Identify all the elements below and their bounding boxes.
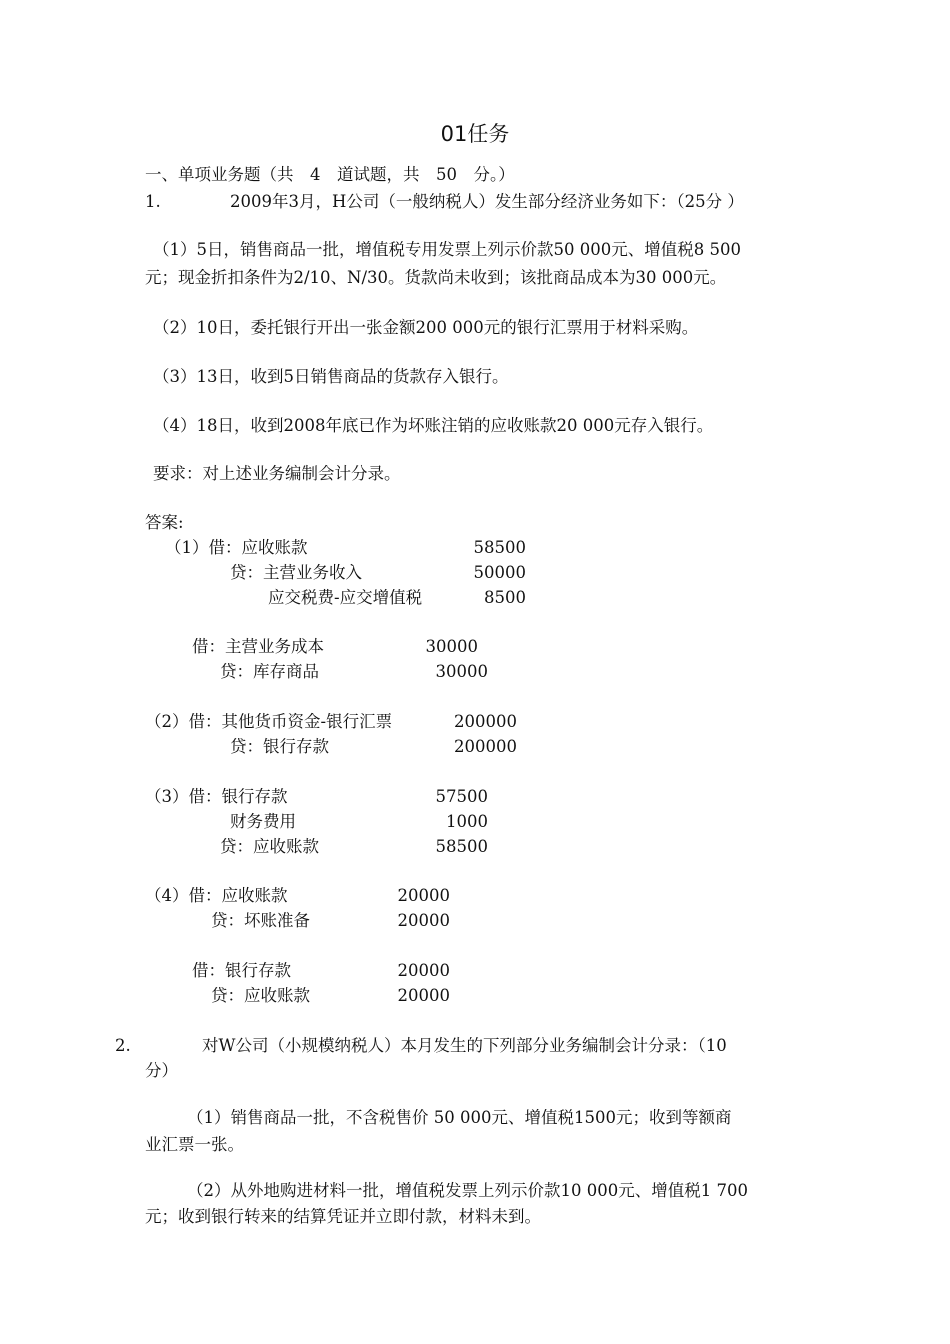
q2-item-2-line-1: （2）从外地购进材料一批，增值税发票上列示价款10 000元、增值税1 700 [187,1181,748,1200]
entry-1-debit-cost: 借：主营业务成本 [192,637,324,656]
page-title: 01任务 [440,122,510,146]
entry-1-credit-revenue: 贷：主营业务收入 [230,563,362,582]
entry-2-debit-bank-draft-amount: 200000 [454,712,517,731]
q1-item-1-line-2: 元；现金折扣条件为2/10、N/30。货款尚未收到；该批商品成本为30 000元。 [145,268,727,287]
q1-item-2: （2）10日，委托银行开出一张金额200 000元的银行汇票用于材料采购。 [153,318,699,337]
entry-3-debit-bank-deposit: （3）借：银行存款 [145,787,288,806]
entry-3-credit-receivable: 贷：应收账款 [220,837,319,856]
entry-1-credit-vat: 应交税费-应交增值税 [268,588,423,607]
entry-2-credit-bank-deposit: 贷：银行存款 [230,737,329,756]
question-2-stem-line-2: 分） [145,1061,178,1080]
entry-3-debit-finance-expense-amount: 1000 [446,812,488,831]
q1-item-3: （3）13日，收到5日销售商品的货款存入银行。 [153,367,509,386]
q1-item-4: （4）18日，收到2008年底已作为坏账注销的应收账款20 000元存入银行。 [153,416,714,435]
entry-4-debit-bank-deposit-amount: 20000 [397,961,450,980]
section-heading: 一、单项业务题（共 4 道试题，共 50 分。） [145,165,515,184]
q2-item-2-line-2: 元；收到银行转来的结算凭证并立即付款，材料未到。 [145,1207,541,1226]
entry-4-credit-bad-debt-allowance: 贷：坏账准备 [211,911,310,930]
question-1-number: 1. [145,192,161,211]
question-1-stem: 2009年3月，H公司（一般纳税人）发生部分经济业务如下：（25分 ） [230,192,744,211]
q1-requirement: 要求：对上述业务编制会计分录。 [153,464,401,483]
entry-1-debit-receivable: （1）借：应收账款 [165,538,308,557]
entry-3-debit-finance-expense: 财务费用 [230,812,296,831]
q2-item-1-line-1: （1）销售商品一批，不含税售价 50 000元、增值税1500元；收到等额商 [187,1108,732,1127]
entry-4-debit-receivable-amount: 20000 [397,886,450,905]
entry-4-credit-receivable-amount: 20000 [397,986,450,1005]
entry-4-credit-receivable: 贷：应收账款 [211,986,310,1005]
entry-2-credit-bank-deposit-amount: 200000 [454,737,517,756]
entry-1-debit-cost-amount: 30000 [425,637,478,656]
entry-1-credit-vat-amount: 8500 [484,588,526,607]
question-2-stem-line-1: 对W公司（小规模纳税人）本月发生的下列部分业务编制会计分录：（10 [202,1036,727,1055]
answer-label: 答案: [145,513,184,532]
entry-1-credit-revenue-amount: 50000 [473,563,526,582]
entry-4-debit-receivable: （4）借：应收账款 [145,886,288,905]
q2-item-1-line-2: 业汇票一张。 [145,1135,244,1154]
entry-1-debit-receivable-amount: 58500 [473,538,526,557]
entry-4-debit-bank-deposit: 借：银行存款 [192,961,291,980]
entry-1-credit-inventory: 贷：库存商品 [220,662,319,681]
entry-3-credit-receivable-amount: 58500 [435,837,488,856]
entry-1-credit-inventory-amount: 30000 [435,662,488,681]
q1-item-1-line-1: （1）5日，销售商品一批，增值税专用发票上列示价款50 000元、增值税8 500 [153,240,741,259]
entry-2-debit-bank-draft: （2）借：其他货币资金-银行汇票 [145,712,393,731]
entry-3-debit-bank-deposit-amount: 57500 [435,787,488,806]
entry-4-credit-bad-debt-allowance-amount: 20000 [397,911,450,930]
question-2-number: 2. [115,1036,131,1055]
